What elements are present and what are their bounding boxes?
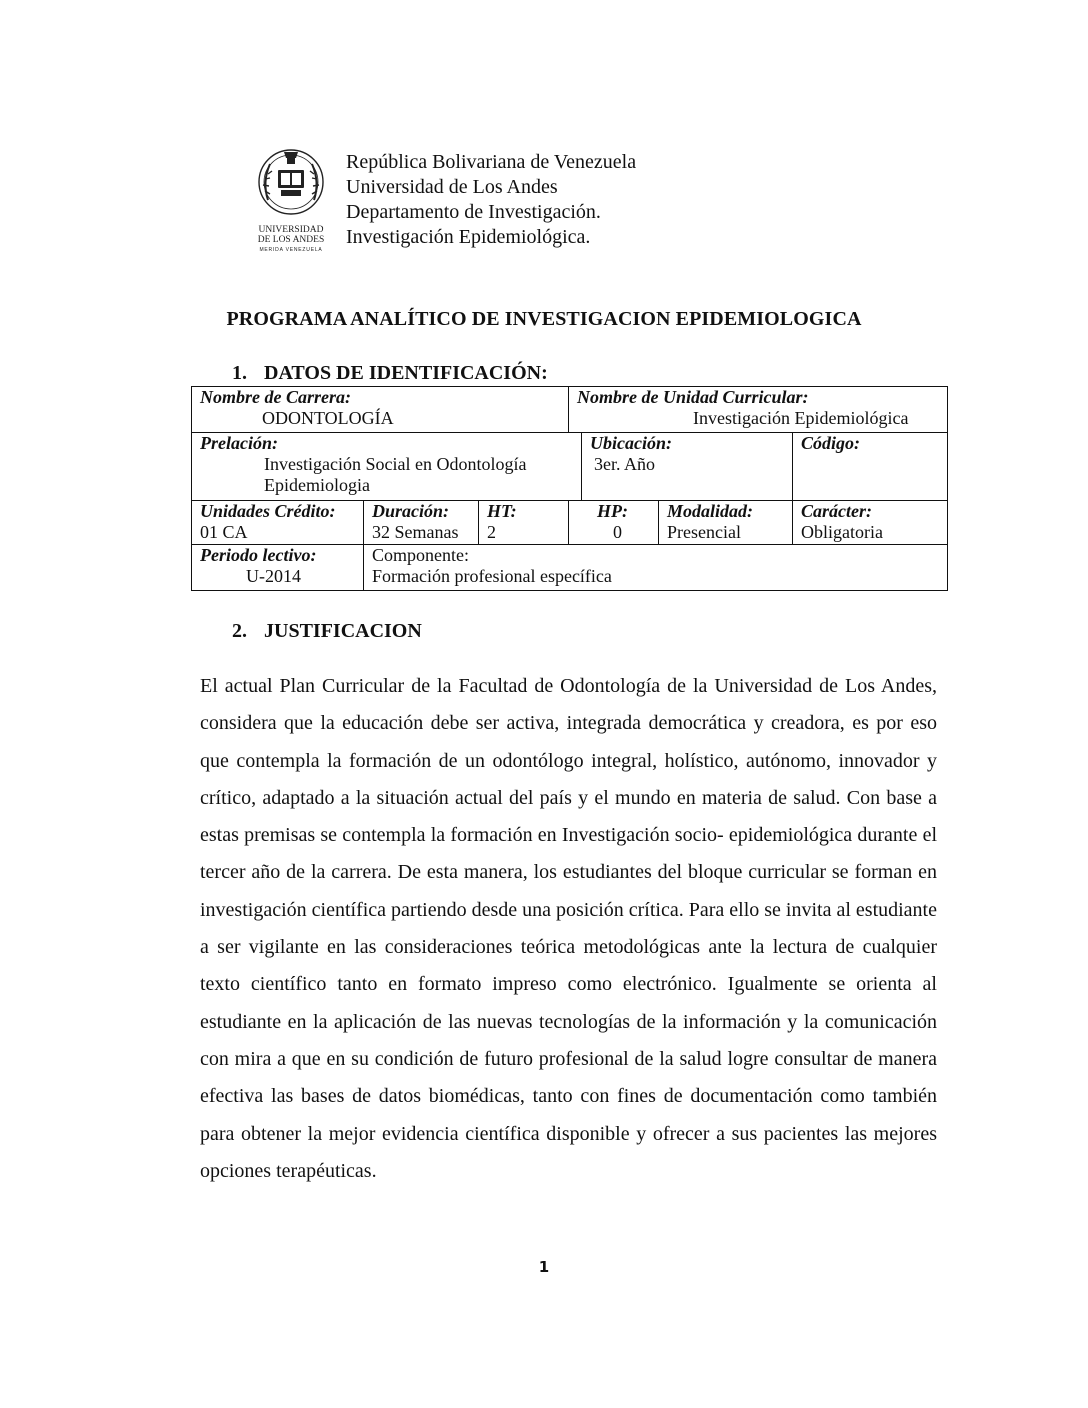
cell-value: Investigación Social en Odontología [264, 454, 527, 474]
cell-unidades-credito [192, 501, 364, 545]
cell-value: 01 CA [200, 522, 248, 542]
section-heading-identificacion [232, 362, 548, 385]
letterhead-line: Departamento de Investigación. [346, 201, 601, 223]
table-row [192, 501, 948, 545]
cell-modalidad [659, 501, 793, 545]
letterhead-line: Universidad de Los Andes [346, 176, 558, 198]
section-number: 2. [232, 620, 247, 642]
cell-carrera [192, 387, 569, 433]
identification-table [191, 386, 948, 591]
cell-codigo [793, 433, 948, 501]
cell-label: Duración: [372, 501, 450, 521]
cell-ht [479, 501, 569, 545]
cell-label: Unidades Crédito: [200, 501, 336, 521]
cell-label: HP: [597, 501, 628, 521]
cell-value: U-2014 [246, 566, 301, 586]
page-number: 1 [538, 1258, 550, 1276]
logo-text-line1: UNIVERSIDAD [258, 225, 324, 235]
section-title: DATOS DE IDENTIFICACIÓN: [264, 362, 548, 384]
section-title: JUSTIFICACION [264, 620, 422, 642]
cell-value: 3er. Año [594, 454, 655, 474]
section-heading-justificacion [232, 620, 422, 643]
cell-label: Nombre de Carrera: [200, 387, 351, 407]
cell-label: Nombre de Unidad Curricular: [577, 387, 809, 407]
cell-label: Modalidad: [667, 501, 754, 521]
document-title: PROGRAMA ANALÍTICO DE INVESTIGACION EPIDEMIOLOGICA [226, 308, 862, 330]
cell-ubicacion [582, 433, 793, 501]
cell-periodo-lectivo [192, 545, 364, 591]
cell-value: 32 Semanas [372, 522, 459, 542]
table-row [192, 545, 948, 591]
section-number: 1. [232, 362, 247, 384]
cell-duracion [364, 501, 479, 545]
cell-value: Obligatoria [801, 522, 883, 542]
logo-text-line3: MERIDA VENEZUELA [259, 247, 323, 253]
cell-caracter [793, 501, 948, 545]
logo-text-line2: DE LOS ANDES [257, 235, 325, 245]
university-seal-icon [254, 144, 328, 256]
cell-label: Componente: [372, 545, 469, 565]
cell-hp [569, 501, 659, 545]
justificacion-paragraph: El actual Plan Curricular de la Facultad de Odontología de la Universidad de Los Andes, considera que la educación debe ser activa, integrada democrática y creadora, es por eso que contempla la formación de un odontólogo integral, holístico, autónomo, innovador y crítico, adaptado a la situación actual del país y el mundo en materia de salud. Con base a estas premisas se contempla la formación en Investigación socio- epidemiológica durante el tercer año de la carrera. De esta manera, los estudiantes del bloque curricular se forman en investigación científica partiendo desde una posición crítica. Para ello se invita al estudiante a ser vigilante en las consideraciones teórica metodológicas ante la lectura de cualquier texto científico tanto en formato impreso como electrónico. Igualmente se orienta al estudiante en la aplicación de las nuevas tecnologías de la información y la comunicación con mira a que en su condición de futuro profesional de la salud logre consultar de manera efectiva las bases de datos biomédicas, tanto con fines de documentación como también para obtener la mejor evidencia científica disponible y ofrecer a sus pacientes las mejores opciones terapéuticas. [200, 675, 937, 1182]
cell-value: 2 [487, 522, 496, 542]
cell-componente [364, 545, 948, 591]
cell-label: Ubicación: [590, 433, 672, 453]
letterhead-line: Investigación Epidemiológica. [346, 226, 591, 248]
cell-label: Carácter: [801, 501, 872, 521]
letterhead [346, 150, 636, 250]
cell-label: Periodo lectivo: [200, 545, 317, 565]
cell-label: Código: [801, 433, 861, 453]
cell-value: 0 [613, 522, 622, 542]
table-row [192, 433, 948, 501]
cell-prelacion [192, 433, 582, 501]
cell-value: Formación profesional específica [372, 566, 612, 586]
cell-label: Prelación: [200, 433, 278, 453]
cell-value: Presencial [667, 522, 741, 542]
cell-value: ODONTOLOGÍA [262, 408, 394, 428]
table-row [192, 387, 948, 433]
cell-value: Epidemiologia [264, 475, 370, 495]
cell-label: HT: [487, 501, 517, 521]
cell-value: Investigación Epidemiológica [693, 408, 909, 428]
letterhead-line: República Bolivariana de Venezuela [346, 151, 637, 173]
cell-unidad-curricular [569, 387, 948, 433]
